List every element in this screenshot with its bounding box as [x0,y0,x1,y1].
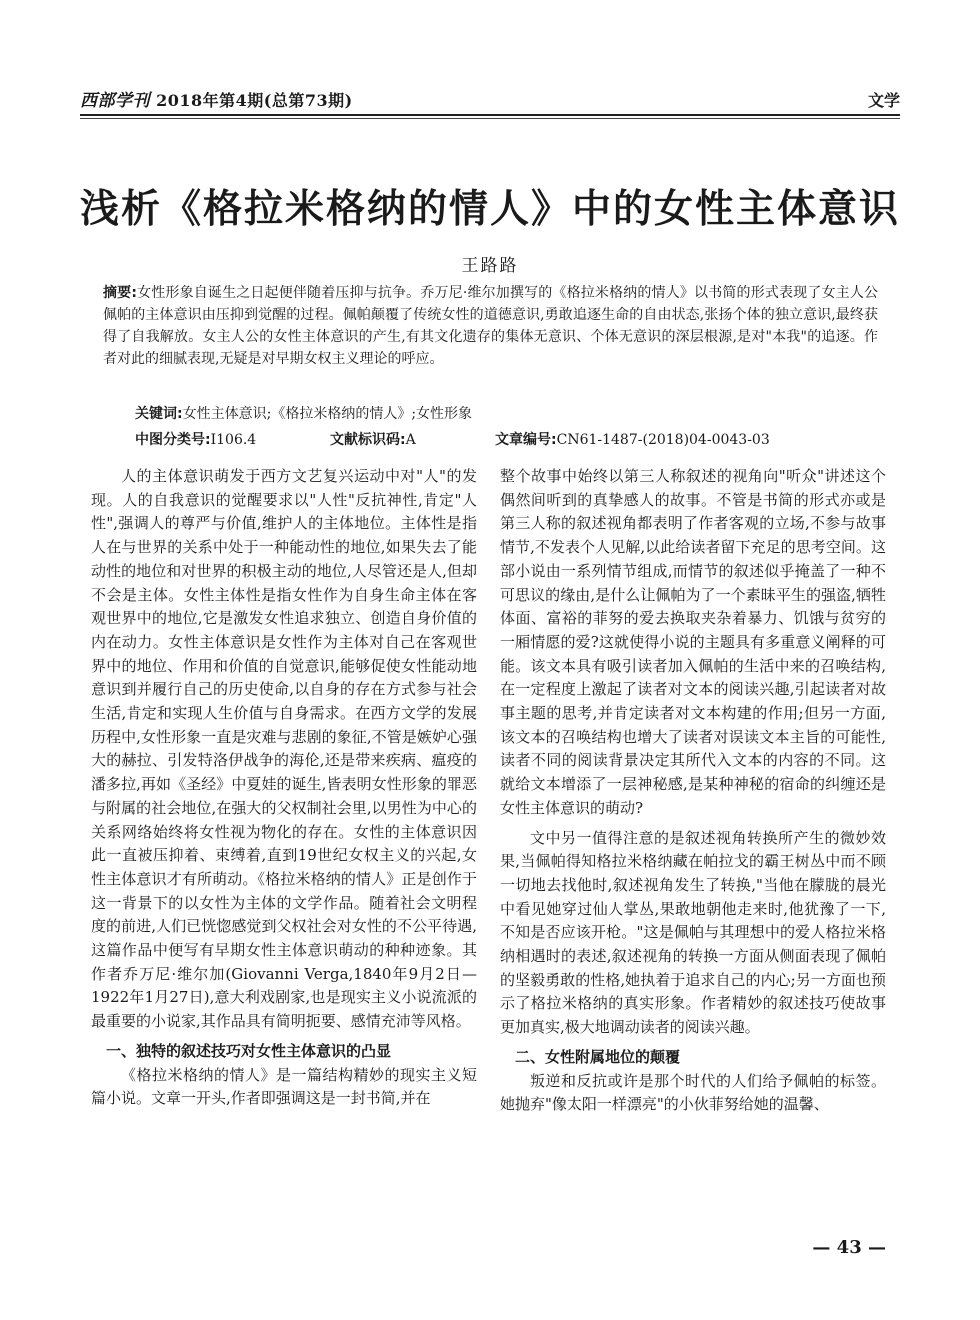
article-no-label: 文章编号: [495,432,557,448]
article-number [495,429,770,449]
abstract [103,282,878,370]
journal-name: 西部学刊 [80,91,150,111]
body-paragraph: 整个故事中始终以第三人称叙述的视角向"听众"讲述这个偶然间听到的真挚感人的故事。不管是书简的形式亦或是第三人称的叙述视角都表明了作者客观的立场,不参与故事情节,不发表个人见解,以此给读者留下充足的思考空间。这部小说由一系列情节组成,而情节的叙述似乎掩盖了一种不可思议的缘由,是什么让佩帕为了一个素昧平生的强盗,牺牲体面、富裕的菲努的爱去换取夹杂着暴力、饥饿与贫穷的一厢情愿的爱?这就使得小说的主题具有多重意义阐释的可能。该文本具有吸引读者加入佩帕的生活中来的召唤结构,在一定程度上激起了读者对文本的阅读兴趣,引起读者对故事主题的思考,并肯定读者对文本构建的作用;但另一方面,该文本的召唤结构也增大了读者对误读文本主旨的可能性,读者不同的阅读背景决定其所代入文本的内容的不同。这就给文本增添了一层神秘感,是某种神秘的宿命的纠缠还是女性主体意识的萌动? [500,467,886,817]
article-author: 王路路 [461,256,519,276]
page-number: — 43 — [812,1237,886,1258]
abstract-text: 女性形象自诞生之日起便伴随着压抑与抗争。乔万尼·维尔加撰写的《格拉米格纳的情人》以书简的形式表现了女主人公佩帕的主体意识由压抑到觉醒的过程。佩帕颠覆了传统女性的道德意识,勇敢追逐生命的自由状态,张扬个体的独立意识,最终获得了自我解放。女主人公的女性主体意识的产生,有其文化遗存的集体无意识、个体无意识的深层根源,是对"本我"的追逐。作者对此的细腻表现,无疑是对早期女权主义理论的呼应。 [103,285,878,367]
keywords-label: 关键词: [135,406,183,422]
right-column [500,465,886,1117]
journal-issue: 2018年第4期(总第73期) [156,91,353,110]
clc-label: 中图分类号: [135,432,211,448]
doc-code-value: A [405,432,416,448]
header-rule [80,114,900,116]
left-column [91,465,477,1111]
header-rule-thin [80,118,900,119]
section-heading: 二、女性附属地位的颠覆 [515,1047,681,1066]
clc-value: I106.4 [210,432,257,448]
document-code [330,429,416,449]
doc-code-label: 文献标识码: [330,432,406,448]
body-paragraph: 《格拉米格纳的情人》是一篇结构精妙的现实主义短篇小说。文章一开头,作者即强调这是一封书简,并在 [91,1065,477,1108]
article-no-value: CN61-1487-(2018)04-0043-03 [556,432,770,448]
classification-line [135,429,895,449]
abstract-label: 摘要: [103,285,137,301]
section-heading: 一、独特的叙述技巧对女性主体意识的凸显 [106,1041,392,1060]
keywords-text: 女性主体意识;《格拉米格纳的情人》;女性形象 [182,406,473,422]
running-header [80,86,900,114]
body-paragraph: 文中另一值得注意的是叙述视角转换所产生的微妙效果,当佩帕得知格拉米格纳藏在帕拉戈的霸王树丛中而不顾一切地去找他时,叙述视角发生了转换,"当他在朦胧的晨光中看见她穿过仙人掌丛,果敢地朝他走来时,他犹豫了一下,不知是否应该开枪。"这是佩帕与其理想中的爱人格拉米格纳相遇时的表述,叙述视角的转换一方面从侧面表现了佩帕的坚毅勇敢的性格,她执着于追求自己的内心;另一方面也预示了格拉米格纳的真实形象。作者精妙的叙述技巧使故事更加真实,极大地调动读者的阅读兴趣。 [500,828,886,1037]
keywords [135,403,875,423]
body-paragraph: 人的主体意识萌发于西方文艺复兴运动中对"人"的发现。人的自我意识的觉醒要求以"人性"反抗神性,肯定"人性",强调人的尊严与价值,维护人的主体地位。主体性是指人在与世界的关系中处于一种能动性的地位,如果失去了能动性的地位和对世界的积极主动的地位,人尽管还是人,但却不会是主体。女性主体性是指女性作为自身生命主体在客观世界中的地位,它是激发女性追求独立、创造自身价值的内在动力。女性主体意识是女性作为主体对自己在客观世界中的地位、作用和价值的自觉意识,能够促使女性能动地意识到并履行自己的历史使命,以自身的存在方式参与社会生活,肯定和实现人生价值与自身需求。在西方文学的发展历程中,女性形象一直是灾难与悲剧的象征,不管是嫉妒心强大的赫拉、引发特洛伊战争的海伦,还是带来疾病、瘟疫的潘多拉,再如《圣经》中夏娃的诞生,皆表明女性形象的罪恶与附属的社会地位,在强大的父权制社会里,以男性为中心的关系网络始终将女性视为物化的存在。女性的主体意识因此一直被压抑着、束缚着,直到19世纪女权主义的兴起,女性主体意识才有所萌动。《格拉米格纳的情人》正是创作于这一背景下的以女性为主体的文学作品。随着社会文明程度的前进,人们已恍惚感觉到父权社会对女性的不公平待遇,这篇作品中便写有早期女性主体意识萌动的种种迹象。其作者乔万尼·维尔加(Giovanni Verga,1840年9月2日—1922年1月27日),意大利戏剧家,也是现实主义小说流派的最重要的小说家,其作品具有简明扼要、感情充沛等风格。 [91,467,477,1031]
clc-code [135,429,256,449]
section-name: 文学 [867,91,900,110]
journal-info [80,86,353,111]
body-paragraph: 叛逆和反抗或许是那个时代的人们给予佩帕的标签。她抛弃"像太阳一样漂亮"的小伙菲努给她的温馨、 [500,1071,886,1114]
article-title: 浅析《格拉米格纳的情人》中的女性主体意识 [79,186,900,232]
